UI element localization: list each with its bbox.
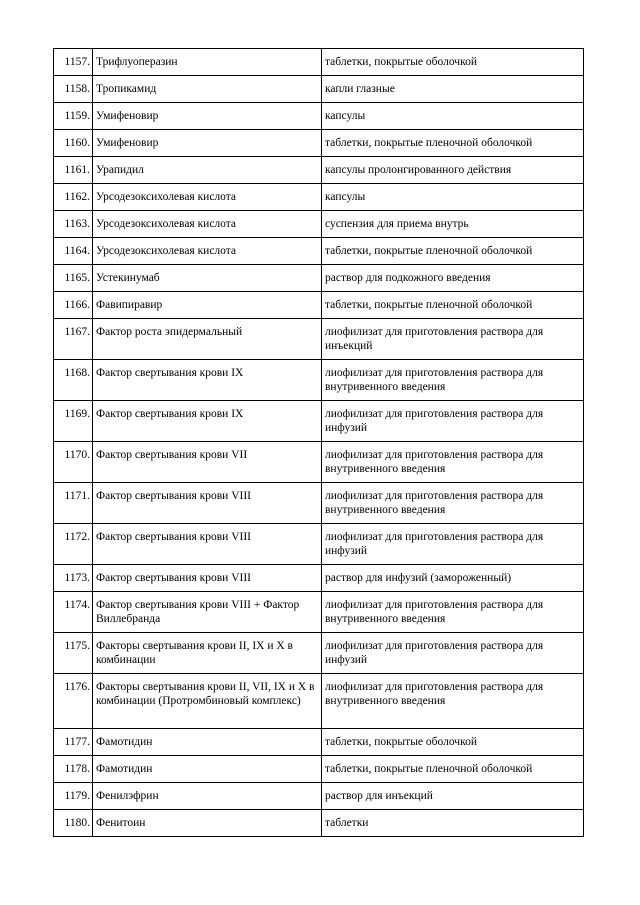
row-number-cell: 1178. (54, 756, 93, 783)
drug-name-cell: Устекинумаб (93, 265, 322, 292)
table-row (54, 442, 584, 483)
row-number-cell: 1169. (54, 401, 93, 442)
drug-name-cell: Фамотидин (93, 756, 322, 783)
table-row (54, 756, 584, 783)
drug-name-cell: Умифеновир (93, 103, 322, 130)
drug-name-cell: Фактор свертывания крови IX (93, 360, 322, 401)
dosage-form-cell: раствор для инъекций (322, 783, 584, 810)
table-row (54, 729, 584, 756)
table-row (54, 483, 584, 524)
row-number-cell: 1174. (54, 592, 93, 633)
table-row (54, 265, 584, 292)
drug-name-cell: Тропикамид (93, 76, 322, 103)
drug-name-cell: Фамотидин (93, 729, 322, 756)
dosage-form-cell: капли глазные (322, 76, 584, 103)
dosage-form-cell: лиофилизат для приготовления раствора для внутривенного введения (322, 360, 584, 401)
drug-name-cell: Урапидил (93, 157, 322, 184)
dosage-form-cell: лиофилизат для приготовления раствора для внутривенного введения (322, 442, 584, 483)
drug-name-cell: Фактор свертывания крови VIII (93, 483, 322, 524)
row-number-cell: 1161. (54, 157, 93, 184)
table-row (54, 292, 584, 319)
dosage-form-cell: раствор для инфузий (замороженный) (322, 565, 584, 592)
row-number-cell: 1180. (54, 810, 93, 837)
dosage-form-cell: раствор для подкожного введения (322, 265, 584, 292)
row-number-cell: 1159. (54, 103, 93, 130)
dosage-form-cell: таблетки, покрытые оболочкой (322, 729, 584, 756)
row-number-cell: 1162. (54, 184, 93, 211)
dosage-form-cell: капсулы (322, 184, 584, 211)
dosage-form-cell: лиофилизат для приготовления раствора для инъекций (322, 319, 584, 360)
drug-name-cell: Фактор свертывания крови VIII (93, 565, 322, 592)
row-number-cell: 1165. (54, 265, 93, 292)
row-number-cell: 1177. (54, 729, 93, 756)
dosage-form-cell: лиофилизат для приготовления раствора для внутривенного введения (322, 483, 584, 524)
table-row (54, 783, 584, 810)
row-number-cell: 1166. (54, 292, 93, 319)
table-row (54, 674, 584, 729)
row-number-cell: 1170. (54, 442, 93, 483)
table-row (54, 592, 584, 633)
drug-name-cell: Фенитоин (93, 810, 322, 837)
row-number-cell: 1175. (54, 633, 93, 674)
row-number-cell: 1179. (54, 783, 93, 810)
table-row (54, 103, 584, 130)
drug-name-cell: Умифеновир (93, 130, 322, 157)
drug-name-cell: Урсодезоксихолевая кислота (93, 184, 322, 211)
row-number-cell: 1171. (54, 483, 93, 524)
row-number-cell: 1160. (54, 130, 93, 157)
drug-table-body (54, 49, 584, 837)
dosage-form-cell: таблетки, покрытые пленочной оболочкой (322, 130, 584, 157)
drug-table (53, 48, 584, 837)
row-number-cell: 1163. (54, 211, 93, 238)
table-row (54, 810, 584, 837)
drug-name-cell: Факторы свертывания крови II, IX и X в комбинации (93, 633, 322, 674)
table-row (54, 524, 584, 565)
dosage-form-cell: таблетки, покрытые пленочной оболочкой (322, 238, 584, 265)
dosage-form-cell: лиофилизат для приготовления раствора для внутривенного введения (322, 674, 584, 729)
dosage-form-cell: суспензия для приема внутрь (322, 211, 584, 238)
drug-name-cell: Урсодезоксихолевая кислота (93, 211, 322, 238)
drug-name-cell: Фактор свертывания крови VIII + Фактор Виллебранда (93, 592, 322, 633)
row-number-cell: 1158. (54, 76, 93, 103)
table-row (54, 360, 584, 401)
table-row (54, 49, 584, 76)
table-row (54, 319, 584, 360)
dosage-form-cell: таблетки, покрытые пленочной оболочкой (322, 756, 584, 783)
row-number-cell: 1176. (54, 674, 93, 729)
drug-name-cell: Фактор свертывания крови VIII (93, 524, 322, 565)
dosage-form-cell: лиофилизат для приготовления раствора для инфузий (322, 401, 584, 442)
row-number-cell: 1172. (54, 524, 93, 565)
table-row (54, 211, 584, 238)
drug-name-cell: Факторы свертывания крови II, VII, IX и X в комбинации (Протромбиновый комплекс) (93, 674, 322, 729)
row-number-cell: 1168. (54, 360, 93, 401)
row-number-cell: 1157. (54, 49, 93, 76)
dosage-form-cell: лиофилизат для приготовления раствора для инфузий (322, 633, 584, 674)
drug-name-cell: Урсодезоксихолевая кислота (93, 238, 322, 265)
dosage-form-cell: капсулы (322, 103, 584, 130)
table-row (54, 401, 584, 442)
drug-name-cell: Трифлуоперазин (93, 49, 322, 76)
table-row (54, 238, 584, 265)
drug-name-cell: Фенилэфрин (93, 783, 322, 810)
row-number-cell: 1173. (54, 565, 93, 592)
table-row (54, 157, 584, 184)
dosage-form-cell: таблетки (322, 810, 584, 837)
dosage-form-cell: капсулы пролонгированного действия (322, 157, 584, 184)
row-number-cell: 1167. (54, 319, 93, 360)
dosage-form-cell: таблетки, покрытые пленочной оболочкой (322, 292, 584, 319)
drug-name-cell: Фактор роста эпидермальный (93, 319, 322, 360)
dosage-form-cell: таблетки, покрытые оболочкой (322, 49, 584, 76)
table-row (54, 565, 584, 592)
table-row (54, 184, 584, 211)
row-number-cell: 1164. (54, 238, 93, 265)
table-row (54, 130, 584, 157)
dosage-form-cell: лиофилизат для приготовления раствора для инфузий (322, 524, 584, 565)
drug-name-cell: Фактор свертывания крови IX (93, 401, 322, 442)
table-row (54, 633, 584, 674)
drug-name-cell: Фавипиравир (93, 292, 322, 319)
drug-name-cell: Фактор свертывания крови VII (93, 442, 322, 483)
dosage-form-cell: лиофилизат для приготовления раствора для внутривенного введения (322, 592, 584, 633)
table-row (54, 76, 584, 103)
